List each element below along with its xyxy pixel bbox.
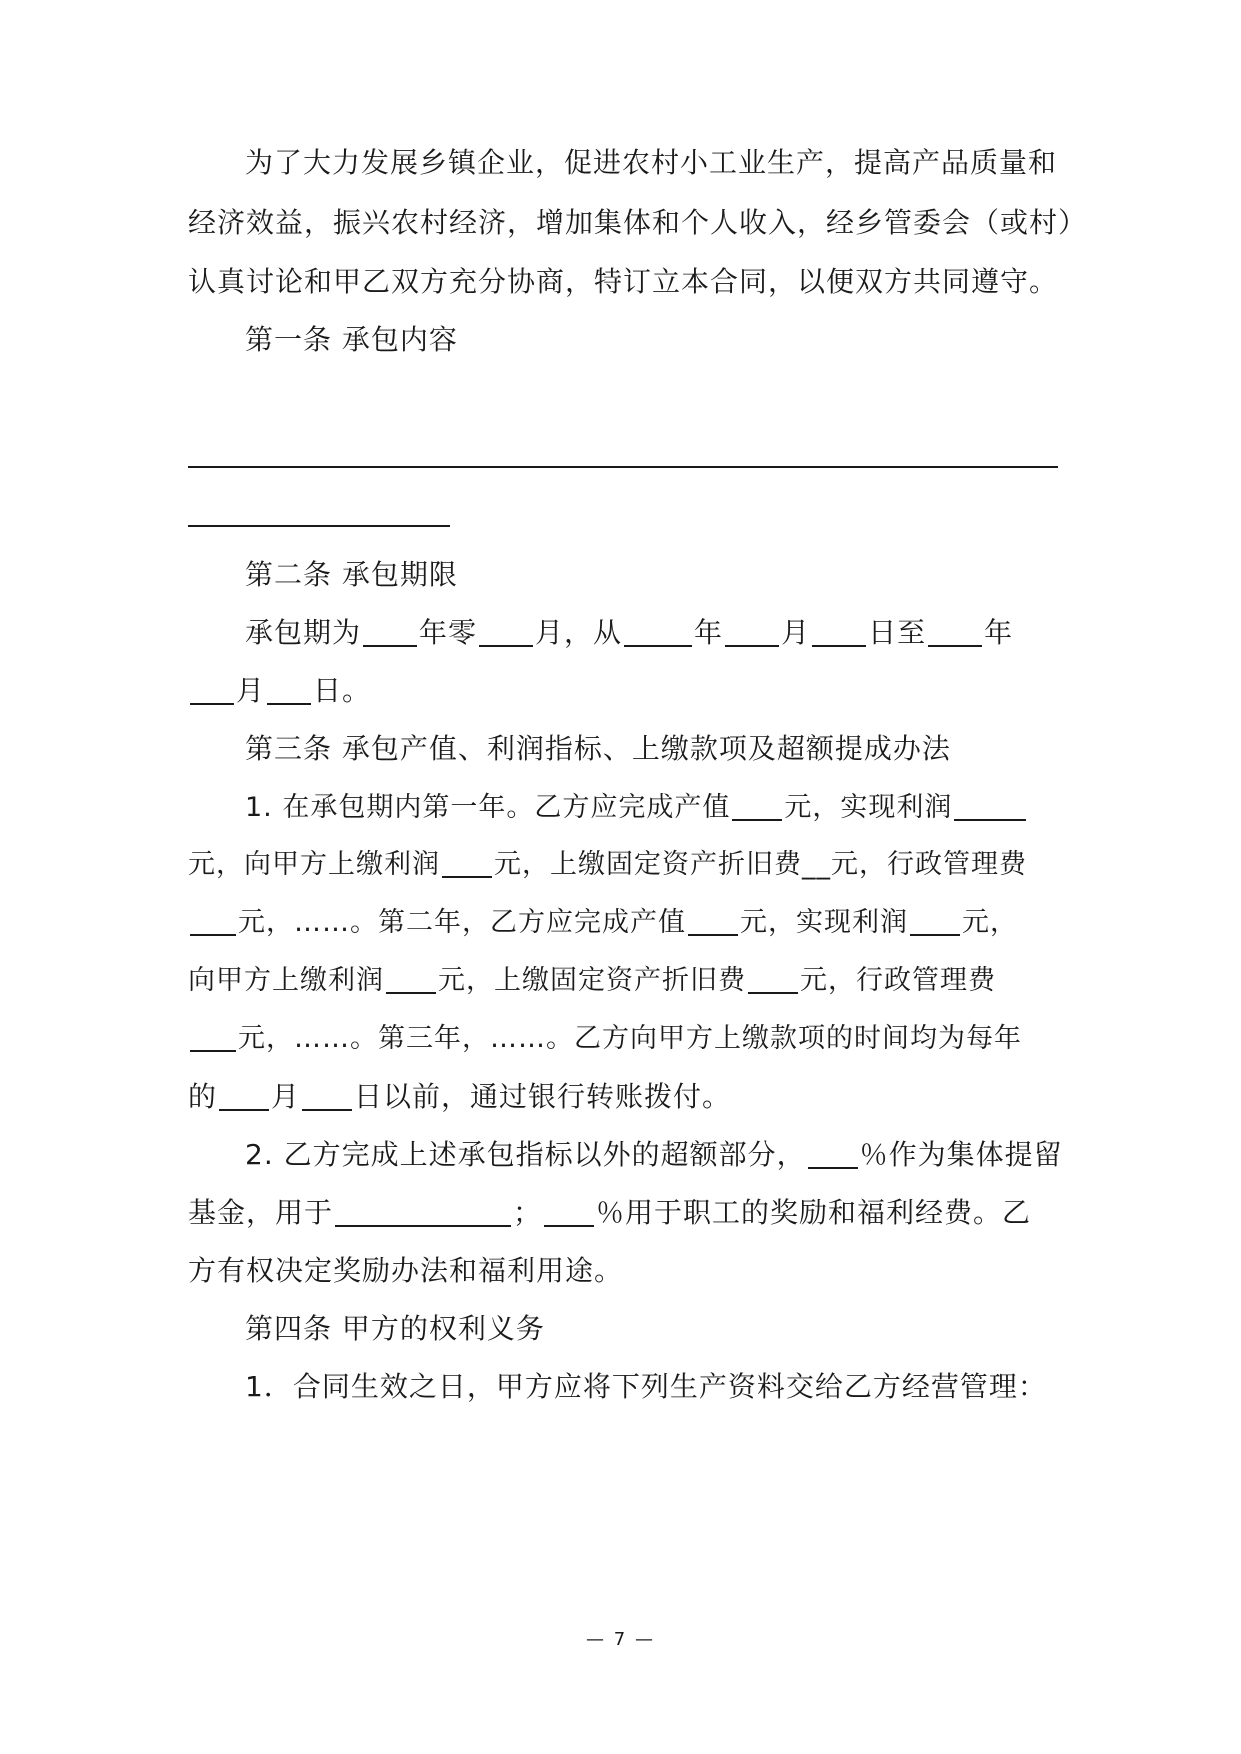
article-3-p2-line-2 [188, 1181, 1058, 1245]
article-3-p1-line-5 [188, 1007, 1058, 1071]
fill-blank [808, 1137, 858, 1169]
text-segment: 日至 [868, 616, 927, 649]
fill-blank [748, 962, 798, 994]
article-3-p1-line-1 [245, 776, 1058, 840]
article-1-heading: 第一条 承包内容 [245, 323, 458, 356]
text-segment: 向甲方上缴利润 [188, 965, 384, 996]
page-number: — 7 — [586, 1629, 655, 1650]
text-segment: 元，上缴固定资产折旧费__元，行政管理费 [494, 849, 1027, 880]
article-4-p1: 1．合同生效之日，甲方应将下列生产资料交给乙方经营管理： [245, 1370, 1047, 1403]
text-segment: 月 [271, 1080, 301, 1113]
content-fill-line-1 [188, 466, 1058, 468]
text-segment: 元，上缴固定资产折旧费 [438, 965, 746, 996]
text-segment: ％作为集体提留 [859, 1138, 1063, 1171]
text-segment: 月，从 [535, 616, 623, 649]
text-segment: ； [513, 1196, 543, 1229]
fill-blank [219, 1079, 269, 1111]
text-segment: 元，实现利润 [784, 792, 953, 823]
article-2-line-2 [188, 659, 1058, 723]
text-segment: 年 [984, 616, 1014, 649]
fill-blank [725, 615, 779, 647]
article-4-heading: 第四条 甲方的权利义务 [245, 1312, 545, 1345]
text-segment: 日。 [313, 674, 372, 707]
text-segment: 月 [236, 674, 266, 707]
fill-blank [190, 904, 236, 936]
fill-blank [928, 615, 982, 647]
fill-blank [386, 962, 436, 994]
text-segment: 基金，用于 [188, 1196, 334, 1229]
intro-line-3: 认真讨论和甲乙双方充分协商，特订立本合同，以便双方共同遵守。 [188, 265, 1059, 298]
fill-blank [624, 615, 692, 647]
article-3-p1-line-3 [188, 891, 1058, 955]
text-segment: 日以前，通过银行转账拨付。 [354, 1080, 732, 1113]
fill-blank [190, 673, 234, 705]
fill-blank [688, 904, 738, 936]
fill-blank [544, 1195, 594, 1227]
article-2-heading: 第二条 承包期限 [245, 558, 458, 591]
fill-blank [190, 1020, 236, 1052]
fill-blank [442, 846, 492, 878]
article-3-p1-line-2 [188, 833, 1058, 897]
fill-blank [363, 615, 417, 647]
intro-line-2: 经济效益，振兴农村经济，增加集体和个人收入，经乡管委会（或村） [188, 206, 1088, 239]
text-segment: 元，……。第二年，乙方应完成产值 [238, 907, 686, 938]
intro-line-1: 为了大力发展乡镇企业，促进农村小工业生产，提高产品质量和 [245, 146, 1058, 179]
text-segment: 元，……。第三年，……。乙方向甲方上缴款项的时间均为每年 [238, 1023, 1022, 1054]
text-segment: 1. 在承包期内第一年。乙方应完成产值 [245, 792, 731, 823]
text-segment: 2. 乙方完成上述承包指标以外的超额部分， [245, 1138, 806, 1171]
article-3-p2-line-1 [245, 1123, 1063, 1187]
article-3-p1-line-4 [188, 949, 1058, 1013]
text-segment: 月 [781, 616, 811, 649]
fill-blank [910, 904, 960, 936]
text-segment: 元，行政管理费 [800, 965, 996, 996]
fill-blank [954, 789, 1026, 821]
text-segment: 年 [694, 616, 724, 649]
fill-blank [335, 1195, 511, 1227]
text-segment: 年零 [419, 616, 478, 649]
text-segment: ％用于职工的奖励和福利经费。乙 [596, 1196, 1032, 1229]
text-segment: 元， [962, 907, 1018, 938]
fill-blank [732, 789, 782, 821]
article-2-line-1 [245, 601, 1058, 665]
fill-blank [267, 673, 311, 705]
text-segment: 的 [188, 1080, 218, 1113]
fill-blank [302, 1079, 352, 1111]
content-fill-line-2 [188, 525, 450, 527]
article-3-heading: 第三条 承包产值、利润指标、上缴款项及超额提成办法 [245, 732, 951, 765]
fill-blank [812, 615, 866, 647]
article-3-p2-line-3: 方有权决定奖励办法和福利用途。 [188, 1254, 624, 1287]
article-3-p1-line-6 [188, 1065, 1058, 1129]
text-segment: 元，实现利润 [740, 907, 908, 938]
fill-blank [479, 615, 533, 647]
text-segment: 承包期为 [245, 616, 362, 649]
text-segment: 元，向甲方上缴利润 [188, 849, 440, 880]
